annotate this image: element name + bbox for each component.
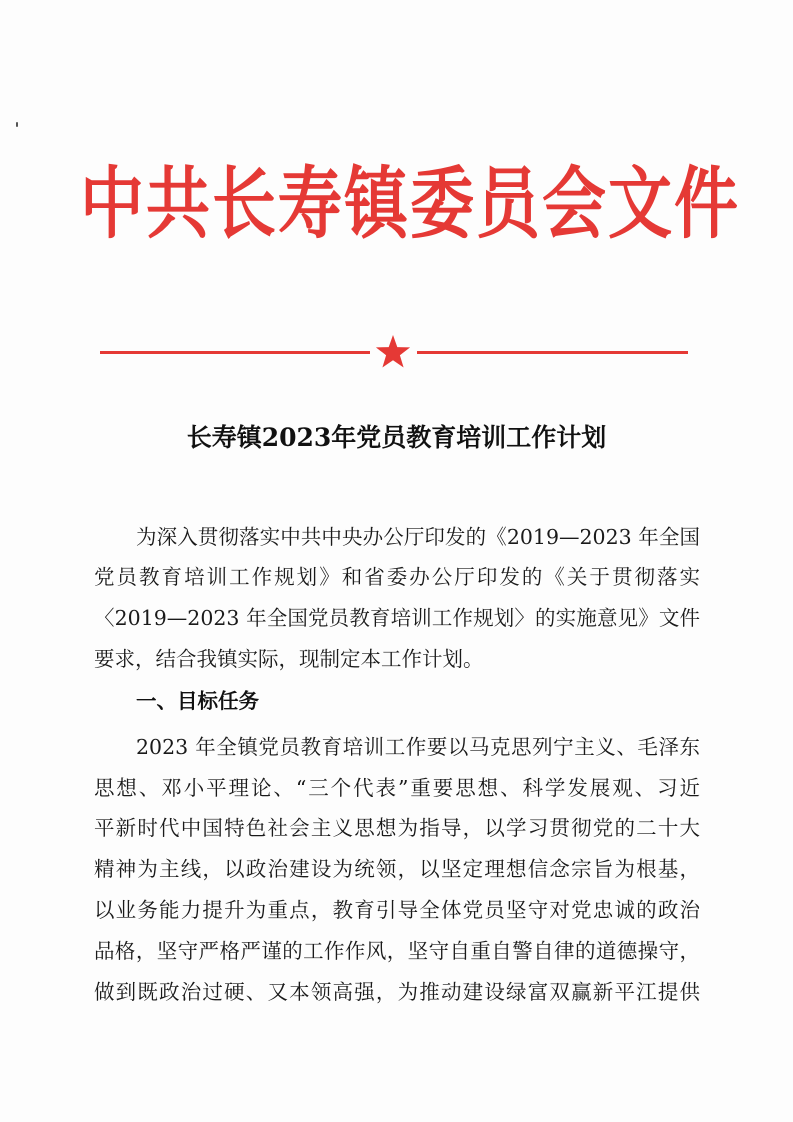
section-line: 品格，坚守严格严谨的工作作风，坚守自重自警自律的道德操守， <box>94 939 700 963</box>
section-line: 思想、邓小平理论、“三个代表”重要思想、科学发展观、习近 <box>94 776 700 800</box>
section-line: 2023 年全镇党员教育培训工作要以马克思列宁主义、毛泽东 <box>136 735 700 759</box>
intro-line: 为深入贯彻落实中共中央办公厅印发的《2019—2023 年全国 <box>136 525 700 549</box>
intro-line: 〈2019—2023 年全国党员教育培训工作规划〉的实施意见》文件 <box>94 606 700 630</box>
masthead-title: 中共长寿镇委员会文件 <box>80 159 740 251</box>
masthead-rule-right <box>417 351 688 354</box>
section-line: 平新时代中国特色社会主义思想为指导，以学习贯彻党的二十大 <box>94 816 700 840</box>
intro-line: 党员教育培训工作规划》和省委办公厅印发的《关于贯彻落实 <box>94 565 700 589</box>
intro-line: 要求，结合我镇实际，现制定本工作计划。 <box>94 647 484 671</box>
section-heading: 一、目标任务 <box>136 689 259 713</box>
scan-speck <box>16 122 18 127</box>
document-title: 长寿镇2023年党员教育培训工作计划 <box>186 423 607 452</box>
section-line: 精神为主线，以政治建设为统领，以坚定理想信念宗旨为根基， <box>94 857 700 881</box>
masthead-rule-left <box>100 351 370 354</box>
section-line: 以业务能力提升为重点，教育引导全体党员坚守对党忠诚的政治 <box>94 898 700 922</box>
star-icon <box>375 334 411 370</box>
section-line: 做到既政治过硬、又本领高强，为推动建设绿富双赢新平江提供 <box>94 980 700 1004</box>
